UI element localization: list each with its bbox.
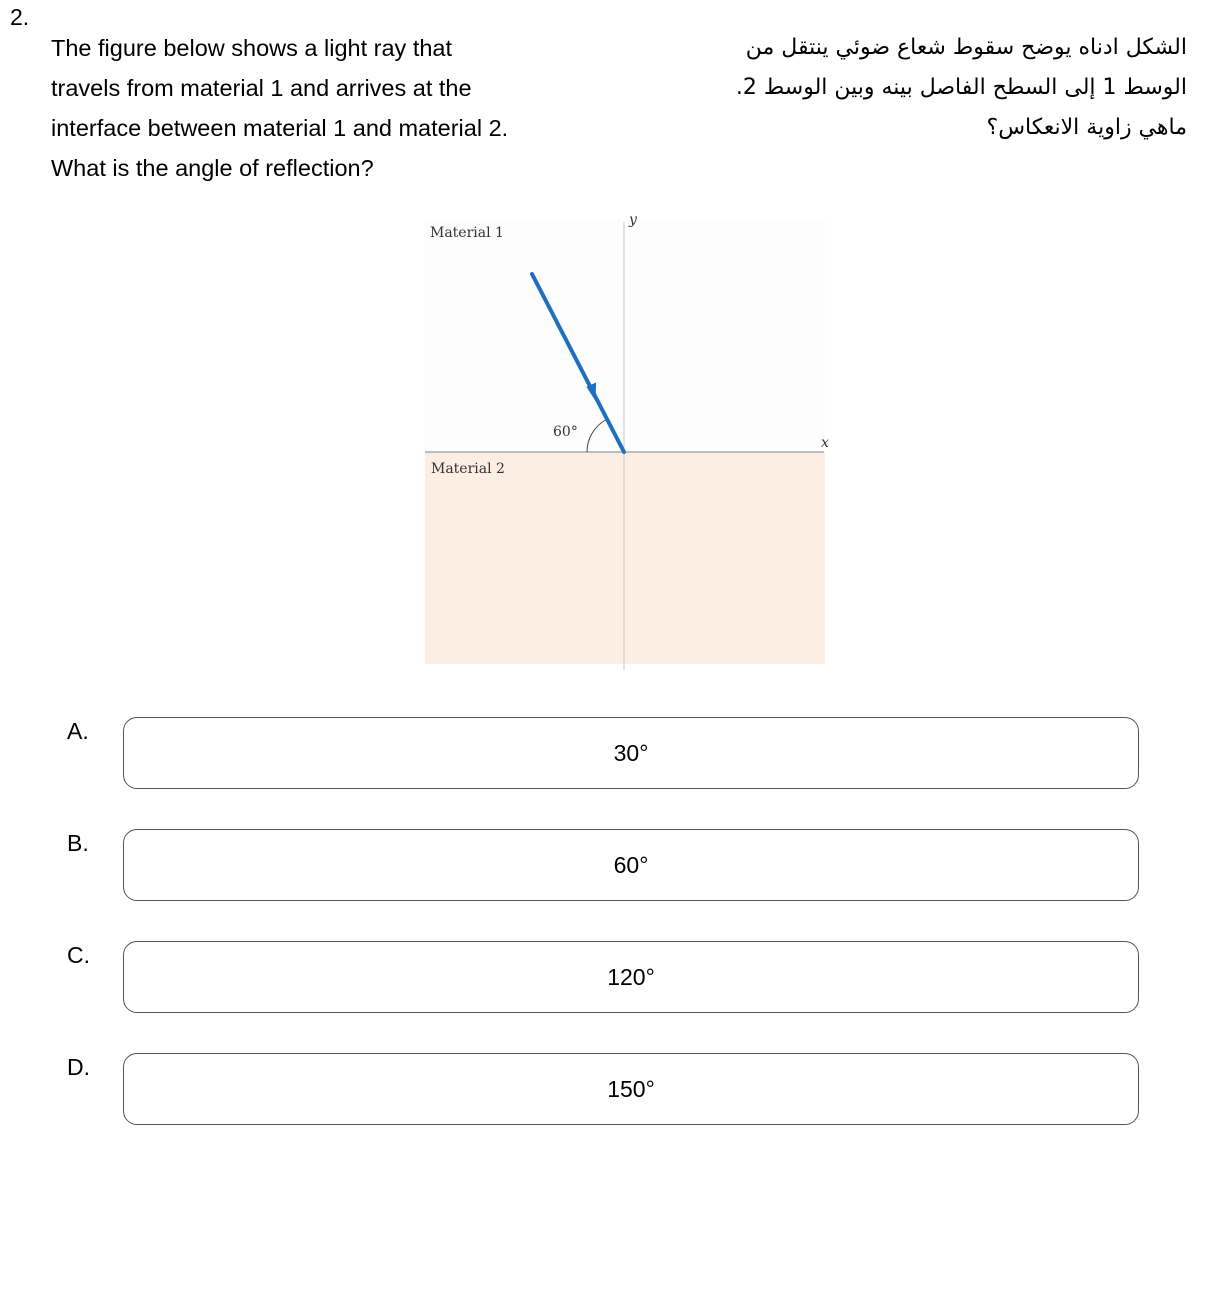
reflection-diagram: [420, 200, 840, 680]
question-line: interface between material 1 and material 2.: [51, 115, 509, 141]
question-line-arabic: ماهي زاوية الانعكاس؟: [986, 115, 1187, 140]
material-2-label: Material 2: [431, 461, 505, 477]
option-a-text: 30°: [613, 740, 649, 766]
option-b-button[interactable]: [123, 829, 1139, 901]
option-b-letter: B.: [67, 830, 89, 856]
question-line: travels from material 1 and arrives at the: [51, 75, 472, 101]
material-1-label: Material 1: [430, 225, 504, 241]
question-number: 2.: [10, 4, 30, 30]
angle-label: 60°: [553, 424, 578, 440]
option-c-text: 120°: [607, 964, 655, 990]
question-line: The figure below shows a light ray that: [51, 35, 453, 61]
material-1-region: [425, 218, 825, 452]
option-c-letter: C.: [67, 942, 90, 968]
option-b-text: 60°: [613, 852, 649, 878]
material-2-region: [425, 452, 825, 664]
question-text-arabic: [667, 28, 1187, 148]
question-line-arabic: الشكل ادناه يوضح سقوط شعاع ضوئي ينتقل من: [745, 35, 1187, 60]
option-a-letter: A.: [67, 718, 89, 744]
question-text-english: [51, 28, 651, 188]
option-a-button[interactable]: [123, 717, 1139, 789]
y-axis-label: y: [629, 212, 637, 228]
x-axis-label: x: [821, 435, 829, 451]
question-line: What is the angle of reflection?: [51, 155, 374, 181]
option-c-button[interactable]: [123, 941, 1139, 1013]
option-d-button[interactable]: [123, 1053, 1139, 1125]
option-d-text: 150°: [607, 1076, 655, 1102]
option-d-letter: D.: [67, 1054, 90, 1080]
question-line-arabic: الوسط 1 إلى السطح الفاصل بينه وبين الوسط 2.: [735, 75, 1187, 100]
